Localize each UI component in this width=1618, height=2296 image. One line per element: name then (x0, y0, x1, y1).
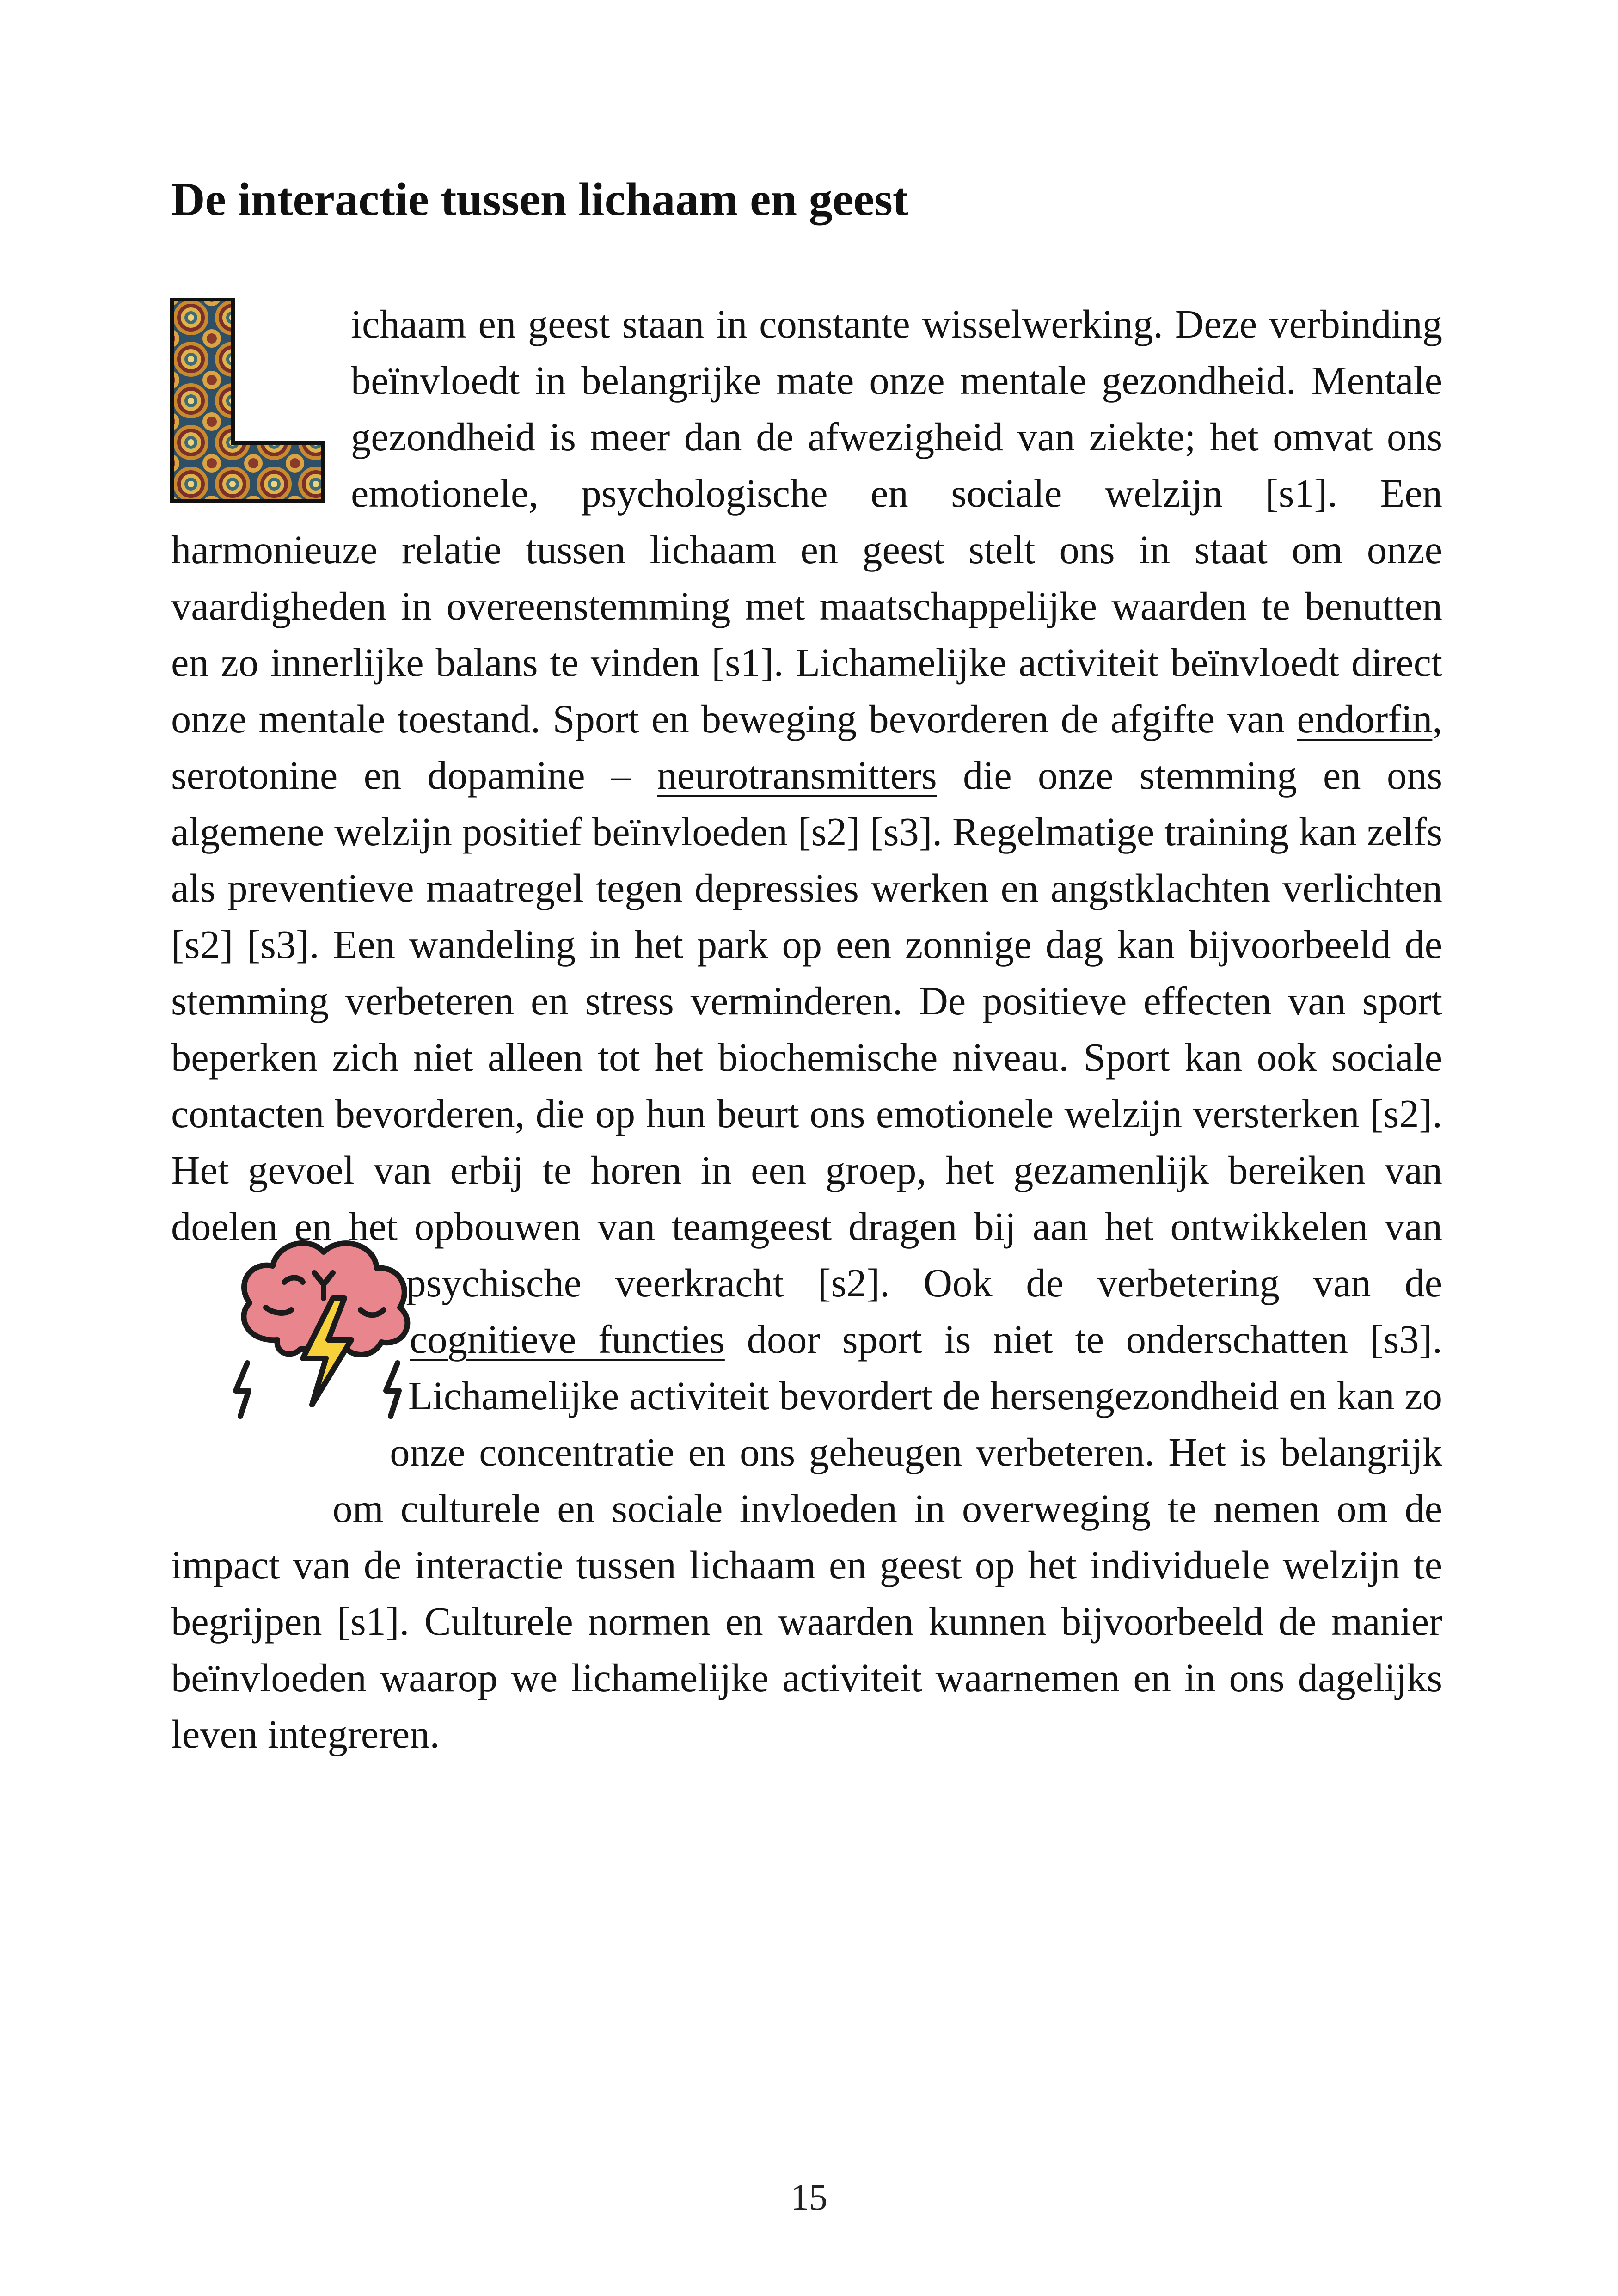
link-endorfin[interactable]: endorfin (1297, 697, 1433, 741)
page-heading: De interactie tussen lichaam en geest (171, 173, 908, 226)
paragraph-segment: die onze stemming en ons algemene welzijn positief beïnvloeden [s2] [s3]. Regelmatige training kan zelfs als preventieve maatregel tegen depressies werken en angstklachten verlichten [s2] [s3]. Een wandeling in het park op een zonnige dag kan bijvoorbeeld de stemming verbeteren en stress verminderen. De positieve effecten van sport beperken zich niet alleen tot het biochemische niveau. Sport kan ook sociale contacten bevorderen, die op hun beurt ons emotionele welzijn versterken [s2]. Het gevoel van erbij te horen in een groep, het gezamenlijk bereiken van doelen en het (171, 753, 1442, 1249)
paragraph-segment: , serotonine en dopamine – (171, 697, 1442, 798)
paragraph-segment: opbouwen van teamgeest dragen bij aan het ontwikkelen van psychische veerkracht [s2]. Ook de verbetering van de (406, 1204, 1442, 1305)
body-text (171, 296, 1442, 1762)
paragraph-segment: ichaam en geest staan in constante wisselwerking. Deze verbinding beïnvloedt in belangrijke mate onze mentale gezondheid. Mentale gezondheid is meer dan de afwezigheid van ziekte; het omvat ons emotionele, psychologische en sociale welzijn [s1]. Een harmonieuze relatie tussen lichaam en geest stelt ons in staat om onze vaardigheden in overeenstemming met maatschappelijke waarden te benutten en zo innerlijke balans te vinden [s1]. Lichamelijke activiteit beïnvloedt direct onze mentale toestand. Sport en beweging bevorderen de afgifte van (171, 302, 1442, 741)
paragraph-segment: door sport is niet te onderschatten [s3]. Lichamelijke activiteit bevordert de hersengezondheid en kan zo onze concentratie en ons geheugen verbeteren. Het is belangrijk om culturele en sociale invloeden in overweging te nemen om de impact van de interactie tussen lichaam en geest op het individuele welzijn te begrijpen [s1]. Culturele normen en waarden kunnen bijvoorbeeld de manier beïnvloeden waarop we lichamelijke activiteit waarnemen en in ons dagelijks leven integreren. (171, 1317, 1442, 1756)
drop-cap-l-icon (170, 297, 325, 504)
link-cognitieve-functies[interactable]: cognitieve functies (410, 1317, 725, 1362)
page-number: 15 (791, 2177, 827, 2218)
brain-lightning-icon (222, 1229, 425, 1451)
link-neurotransmitters[interactable]: neurotransmitters (657, 753, 937, 798)
brain-illustration (157, 1201, 448, 1492)
body-paragraph (171, 296, 1442, 1762)
